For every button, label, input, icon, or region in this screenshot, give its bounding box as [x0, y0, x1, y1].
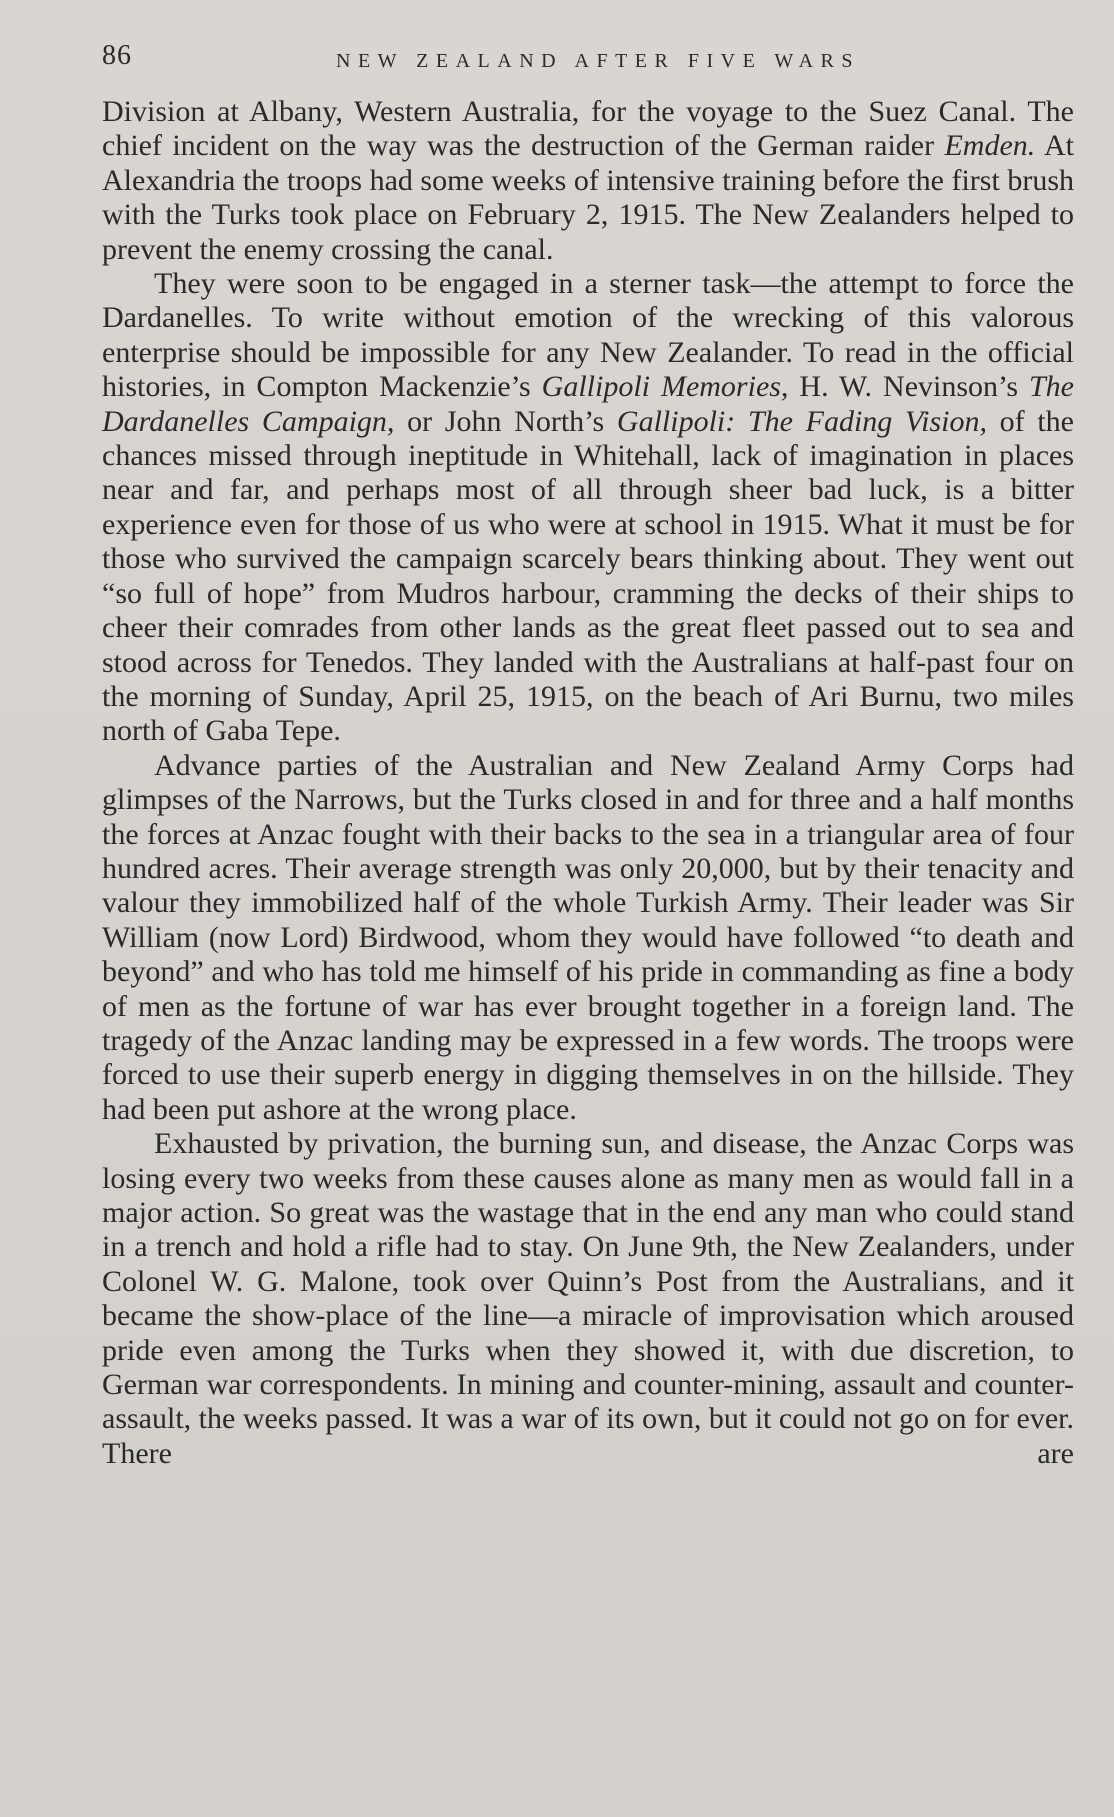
paragraph: [102, 267, 1074, 749]
text-segment: They were soon to be engaged in a sterner task—the attempt to force the Dardanelles. To write without emotion of the wrecking of this valorous enterprise should be impossible for any New Zealander. To read in the official histories, in Compton Mackenzie’s: [102, 267, 1074, 404]
text-segment: of the chances missed through ineptitude in Whitehall, lack of imagination in places near and far, and perhaps most of all through sheer bad luck, is a bitter experience even for those of us who were at school in 1915. What it must be for those who survived the campaign scarcely bears thinking about. They went out “so full of hope” from Mudros harbour, cramming the decks of their ships to cheer their comrades from other lands as the great fleet passed out to sea and stood across for Tenedos. They landed with the Australians at half-past four on the morning of Sunday, April 25, 1915, on the beach of Ari Burnu, two miles north of Gaba Tepe.: [102, 404, 1074, 748]
paragraph: [102, 749, 1074, 1127]
page-header: [102, 40, 1074, 80]
running-title: NEW ZEALAND AFTER FIVE WARS: [336, 50, 860, 72]
text-segment: At Alexandria the troops had some weeks of intensive training before the first brush with the Turks took place on February 2, 1915. The New Zealanders helped to prevent the enemy crossing the canal.: [102, 129, 1074, 266]
text-segment: Division at Albany, Western Australia, for the voyage to the Suez Canal. The chief incident on the way was the destruction of the German raider: [102, 95, 1074, 163]
page-number: 86: [102, 40, 132, 71]
paragraph: [102, 1127, 1074, 1471]
italic-title: Gallipoli Memories,: [541, 370, 789, 404]
italic-title: Emden.: [944, 129, 1036, 163]
text-segment: Exhausted by privation, the burning sun, and disease, the Anzac Corps was losing every two weeks from these causes alone as many men as would fall in a major action. So great was the wastage that in the end any man who could stand in a trench and hold a rifle had to stay. On June 9th, the New Zealanders, under Colonel W. G. Malone, took over Quinn’s Post from the Australians, and it became the show-place of the line—a miracle of improvisation which aroused pride even among the Turks when they showed it, with due discretion, to German war correspondents. In mining and counter-mining, assault and counter-assault, the weeks passed. It was a war of its own, but it could not go on for ever. There are: [102, 1127, 1074, 1470]
italic-title: The Dardanelles Campaign,: [102, 370, 1074, 438]
text-segment: H. W. Nevinson’s: [788, 370, 1029, 404]
body-text: [102, 95, 1074, 1471]
paragraph: [102, 95, 1074, 267]
italic-title: Gallipoli: The Fading Vision,: [616, 404, 987, 438]
text-segment: Advance parties of the Australian and New Zealand Army Corps had glimpses of the Narrows, but the Turks closed in and for three and a half months the forces at Anzac fought with their backs to the sea in a triangular area of four hundred acres. Their average strength was only 20,000, but by their tenacity and valour they immobilized half of the whole Turkish Army. Their leader was Sir William (now Lord) Birdwood, whom they would have followed “to death and beyond” and who has told me himself of his pride in commanding as fine a body of men as the fortune of war has ever brought together in a foreign land. The tragedy of the Anzac landing may be expressed in a few words. The troops were forced to use their superb energy in digging themselves in on the hillside. They had been put ashore at the wrong place.: [102, 748, 1074, 1126]
text-segment: or John North’s: [394, 404, 617, 438]
